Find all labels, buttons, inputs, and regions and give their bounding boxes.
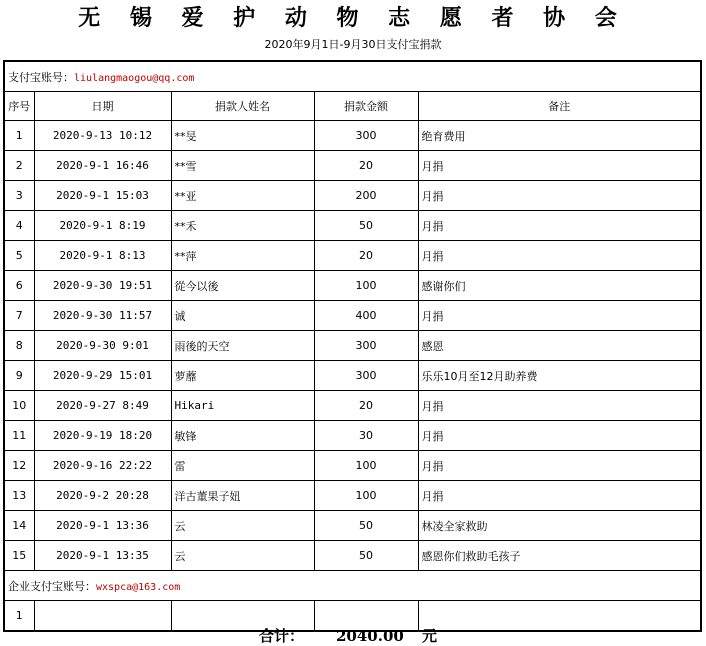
table-row	[4, 241, 701, 271]
row-index: 9	[4, 361, 34, 391]
table-row	[4, 541, 701, 571]
row-remark: 月捐	[418, 241, 701, 271]
table-row	[4, 181, 701, 211]
corporate-account-value: wxspca@163.com	[96, 581, 181, 593]
table-row	[4, 361, 701, 391]
row-index: 6	[4, 271, 34, 301]
row-index: 12	[4, 451, 34, 481]
row-date: 2020-9-30 19:51	[34, 271, 171, 301]
row-amount: 100	[314, 481, 418, 511]
row-remark: 月捐	[418, 481, 701, 511]
row-index: 3	[4, 181, 34, 211]
corporate-account-cell	[4, 571, 701, 601]
row-donor-name: 雷	[171, 451, 314, 481]
row-date: 2020-9-13 10:12	[34, 121, 171, 151]
table-row	[4, 391, 701, 421]
row-amount: 50	[314, 541, 418, 571]
row-date: 2020-9-1 13:35	[34, 541, 171, 571]
row-amount: 50	[314, 211, 418, 241]
row-index: 2	[4, 151, 34, 181]
row-index: 14	[4, 511, 34, 541]
row-remark: 月捐	[418, 421, 701, 451]
row-remark: 感恩	[418, 331, 701, 361]
row-donor-name: **旻	[171, 121, 314, 151]
row-index: 4	[4, 211, 34, 241]
row-remark: 感恩你们救助毛孩子	[418, 541, 701, 571]
row-date: 2020-9-1 8:13	[34, 241, 171, 271]
header-date: 日期	[34, 92, 171, 121]
row-donor-name: **禾	[171, 211, 314, 241]
row-amount: 100	[314, 451, 418, 481]
header-index: 序号	[4, 92, 34, 121]
corporate-account-row	[4, 571, 701, 601]
row-donor-name: 雨後的天空	[171, 331, 314, 361]
row-donor-name: **雪	[171, 151, 314, 181]
row-remark: 月捐	[418, 181, 701, 211]
row-remark: 乐乐10月至12月助养费	[418, 361, 701, 391]
row-donor-name: Hikari	[171, 391, 314, 421]
table-row	[4, 511, 701, 541]
header-remark: 备注	[418, 92, 701, 121]
row-remark: 月捐	[418, 451, 701, 481]
header-row	[4, 92, 701, 121]
row-donor-name: 萝蘼	[171, 361, 314, 391]
row-index: 13	[4, 481, 34, 511]
row-amount: 100	[314, 271, 418, 301]
row-index: 15	[4, 541, 34, 571]
row-index: 11	[4, 421, 34, 451]
row-remark: 月捐	[418, 301, 701, 331]
row-date: 2020-9-30 11:57	[34, 301, 171, 331]
table-row	[4, 331, 701, 361]
alipay-account-value: liulangmaogou@qq.com	[74, 72, 195, 84]
row-amount: 20	[314, 391, 418, 421]
table-row	[4, 421, 701, 451]
row-remark: 绝育费用	[418, 121, 701, 151]
table-row	[4, 151, 701, 181]
row-index: 10	[4, 391, 34, 421]
row-date: 2020-9-1 8:19	[34, 211, 171, 241]
donation-table	[3, 60, 702, 632]
row-donor-name: **萍	[171, 241, 314, 271]
row-date: 2020-9-16 22:22	[34, 451, 171, 481]
table-row	[4, 451, 701, 481]
total-unit: 元	[422, 627, 438, 645]
table-row	[4, 121, 701, 151]
row-date: 2020-9-1 15:03	[34, 181, 171, 211]
document-subtitle: 2020年9月1日-9月30日支付宝捐款	[264, 38, 442, 51]
header-donor-name: 捐款人姓名	[171, 92, 314, 121]
total-amount: 2040.00	[336, 627, 404, 645]
row-date: 2020-9-1 13:36	[34, 511, 171, 541]
row-donor-name: **亚	[171, 181, 314, 211]
row-amount: 20	[314, 241, 418, 271]
row-donor-name: 云	[171, 541, 314, 571]
row-index: 1	[4, 601, 34, 632]
row-amount: 300	[314, 331, 418, 361]
header-amount: 捐款金额	[314, 92, 418, 121]
table-row	[4, 301, 701, 331]
table-row	[4, 271, 701, 301]
row-index: 1	[4, 121, 34, 151]
row-index: 7	[4, 301, 34, 331]
row-amount: 200	[314, 181, 418, 211]
corporate-account-label: 企业支付宝账号：	[8, 579, 96, 593]
row-index: 5	[4, 241, 34, 271]
alipay-account-row	[4, 61, 701, 92]
total-label: 合计：	[259, 627, 305, 645]
row-date: 2020-9-27 8:49	[34, 391, 171, 421]
document-title: 无 锡 爱 护 动 物 志 愿 者 协 会	[78, 5, 628, 31]
row-date: 2020-9-2 20:28	[34, 481, 171, 511]
row-remark: 感谢你们	[418, 271, 701, 301]
table-row	[4, 481, 701, 511]
row-remark: 林凌全家救助	[418, 511, 701, 541]
row-remark: 月捐	[418, 391, 701, 421]
row-donor-name: 诚	[171, 301, 314, 331]
row-amount: 400	[314, 301, 418, 331]
table-row	[4, 211, 701, 241]
alipay-account-cell	[4, 61, 701, 92]
row-index: 8	[4, 331, 34, 361]
row-donor-name: 從今以後	[171, 271, 314, 301]
row-amount: 300	[314, 121, 418, 151]
row-donor-name: 敏锋	[171, 421, 314, 451]
alipay-account-label: 支付宝账号：	[8, 70, 74, 84]
row-amount: 50	[314, 511, 418, 541]
row-amount: 300	[314, 361, 418, 391]
row-date: 2020-9-29 15:01	[34, 361, 171, 391]
row-remark: 月捐	[418, 151, 701, 181]
total-line	[0, 626, 706, 646]
row-date: 2020-9-19 18:20	[34, 421, 171, 451]
row-date: 2020-9-30 9:01	[34, 331, 171, 361]
row-amount: 30	[314, 421, 418, 451]
row-date: 2020-9-1 16:46	[34, 151, 171, 181]
row-remark: 月捐	[418, 211, 701, 241]
row-amount: 20	[314, 151, 418, 181]
row-donor-name: 云	[171, 511, 314, 541]
row-donor-name: 洋古董果子妞	[171, 481, 314, 511]
